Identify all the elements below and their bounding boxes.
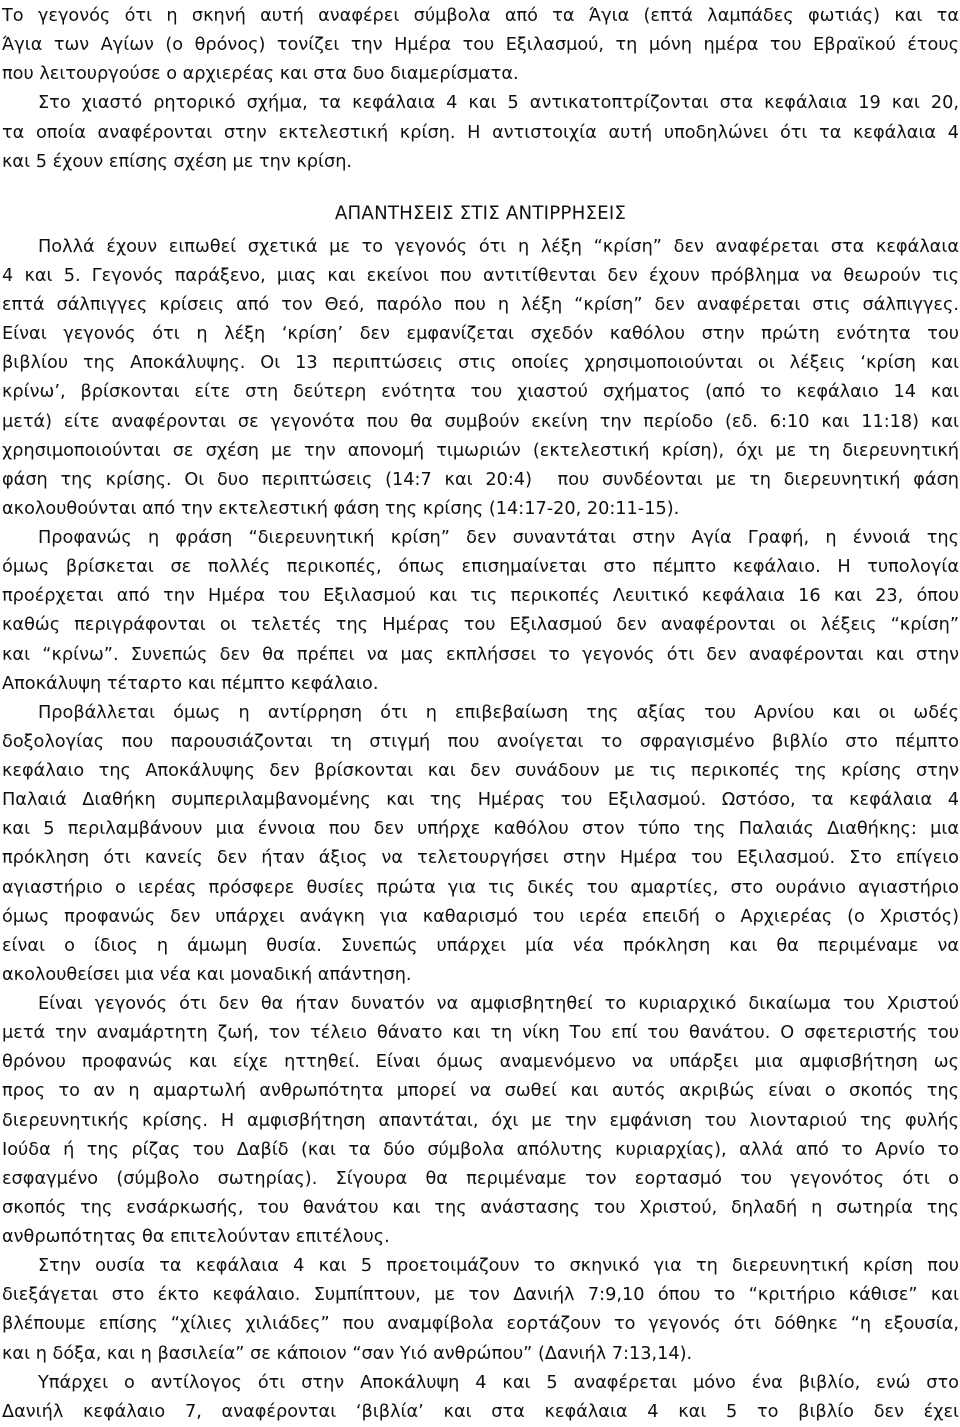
text-line: καθώς περιγράφονται οι τελετές της Ημέρας του Εξιλασμού δεν αναφέρονται οι λέξεις “κρίση” — [2, 615, 959, 636]
text-line: τα οποία αναφέρονται στην εκτελεστική κρίση. Η αντιστοιχία αυτή υποδηλώνει ότι τα κεφάλαια 4 — [2, 122, 959, 143]
text-line: κεφάλαιο της Αποκάλυψης δεν βρίσκονται και δεν συνάδουν με τις περικοπές της κρίσης στην — [2, 761, 959, 781]
text-line: είναι ο ίδιος η άμωμη θυσία. Συνεπώς υπάρχει μία νέα πρόκληση και θα περιμέναμε να — [2, 935, 959, 956]
text-line: ακολουθούνται από την εκτελεστική φάση της κρίσης (14:17-20, 20:11-15). — [2, 498, 680, 519]
text-line: εσφαγμένο (σύμβολο σωτηρίας). Σίγουρα θα περιμέναμε τον εορτασμό του γεγονότος ότι ο — [2, 1168, 959, 1189]
text-line: βλέπουμε επίσης “χίλιες χιλιάδες” που αναμφίβολα εορτάζουν το γεγονός ότι δόθηκε “η εξουσία, — [2, 1314, 959, 1335]
text-line: χρησιμοποιούνται σε σχέση με την απονομή τιμωριών (εκτελεστική κρίση), όχι με τη διερευνητική — [2, 440, 959, 461]
text-line: Δανιήλ κεφάλαιο 7, αναφέρονται ‘βιβλία’ και στα κεφάλαια 4 και 5 το βιβλίο δεν έχει — [2, 1401, 959, 1422]
text-line: δοξολογίας που παρουσιάζονται τη στιγμή που ανοίγεται το σφραγισμένο βιβλίο στο πέμπτο — [2, 731, 959, 752]
text-line: φάση της κρίσης. Οι δυο περιπτώσεις (14:7 και 20:4) που συνδέονται με τη διερευνητική φάση — [2, 469, 959, 490]
body-paragraphs — [2, 233, 959, 1427]
text-line: και 5 έχουν επίσης σχέση με την κρίση. — [2, 151, 353, 172]
text-line: κρίνω’, βρίσκονται είτε στη δεύτερη ενότητα του χιαστού σχήματος (από το κεφάλαιο 14 και — [2, 382, 959, 403]
text-line: που λειτουργούσε ο αρχιερέας και στα δυο διαμερίσματα. — [2, 64, 519, 85]
intro-paragraph — [2, 2, 959, 177]
text-line: μετά) είτε αναφέρονται σε γεγονότα που θα συμβούν εκείνη την περίοδο (εδ. 6:10 και 11:18) και — [2, 411, 959, 432]
text-line: και η δόξα, και η βασιλεία” σε κάποιον “σαν Υιό ανθρώπου” (Δανιήλ 7:13,14). — [2, 1343, 693, 1364]
text-line: Προβάλλεται όμως η αντίρρηση ότι η επιβεβαίωση της αξίας του Αρνίου και οι ωδές — [38, 702, 959, 723]
text-line: προς το αν η αμαρτωλή ανθρωπότητα μπορεί να σωθεί και αυτός ακριβώς είναι ο σκοπός της — [2, 1081, 959, 1102]
text-line: βιβλίου της Αποκάλυψης. Οι 13 περιπτώσεις στις οποίες χρησιμοποιούνται οι λέξεις ‘κρίση και — [2, 353, 959, 374]
text-line: και “κρίνω”. Συνεπώς δεν θα πρέπει να μας εκπλήσσει το γεγονός ότι δεν αναφέρονται και στην — [2, 644, 959, 665]
text-line: Στην ουσία τα κεφάλαια 4 και 5 προετοιμάζουν το σκηνικό για τη διερευνητική κρίση που — [38, 1256, 959, 1277]
text-line: Είναι γεγονός ότι δεν θα ήταν δυνατόν να αμφισβητηθεί το κυριαρχικό δικαίωμα του Χριστού — [38, 994, 959, 1014]
text-line: μετά την αναμάρτητη ζωή, τον τέλειο θάνατο και τη νίκη Του επί του θανάτου. Ο σφετεριστής του — [2, 1023, 959, 1044]
text-line: αγιαστήριο ο ιερέας πρόσφερε θυσίες πρώτα για τις δικές του αμαρτίες, στο ουράνιο αγιαστήριο — [2, 877, 959, 898]
text-line: όμως προφανώς δεν υπάρχει ανάγκη για καθαρισμό του ιερέα επειδή ο Αρχιερέας (ο Χριστός) — [2, 906, 959, 927]
text-line: Υπάρχει ο αντίλογος ότι στην Αποκάλυψη 4 και 5 αναφέρεται μόνο ένα βιβλίο, ενώ στο — [38, 1372, 959, 1393]
text-line: Στο χιαστό ρητορικό σχήμα, τα κεφάλαια 4 και 5 αντικατοπτρίζονται στα κεφάλαια 19 και 20, — [38, 93, 959, 114]
text-line: σκοπός της ενσάρκωσής, του θανάτου και της ανάστασης του Χριστού, δηλαδή η σωτηρία της — [2, 1197, 959, 1218]
text-line: και 5 περιλαμβάνουν μια έννοια που δεν υπήρχε καθόλου στον τύπο της Παλαιάς Διαθήκης: μια — [2, 819, 959, 840]
text-line: πρόκληση ότι κανείς δεν ήταν άξιος να τελετουργήσει στην Ημέρα του Εξιλασμού. Στο επίγειο — [2, 848, 959, 869]
text-line: όμως βρίσκεται σε πολλές περικοπές, όπως επισημαίνεται στο πέμπτο κεφάλαιο. Η τυπολογία — [2, 557, 959, 578]
text-line: Προφανώς η φράση “διερευνητική κρίση” δεν συναντάται στην Αγία Γραφή, η έννοιά της — [38, 528, 959, 548]
text-line: Είναι γεγονός ότι η λέξη ‘κρίση’ δεν εμφανίζεται σχεδόν καθόλου στην πρώτη ενότητα του — [2, 324, 959, 345]
text-line: Ιούδα ή της ρίζας του Δαβίδ (και τα δύο σύμβολα απόλυτης κυριαρχίας), αλλά από το Αρνίο το — [2, 1139, 959, 1160]
text-line: Το γεγονός ότι η σκηνή αυτή αναφέρει σύμβολα από τα Άγια (επτά λαμπάδες φωτιάς) και τα — [2, 6, 959, 26]
text-line: θρόνου προφανώς και είχε ηττηθεί. Είναι όμως αναμενόμενο να υπάρξει μια αμφισβήτηση ως — [2, 1052, 959, 1073]
text-line: Άγια των Αγίων (ο θρόνος) τονίζει την Ημέρα του Εξιλασμού, τη μόνη ημέρα του Εβραϊκού έτους — [2, 35, 959, 56]
text-line: Παλαιά Διαθήκη συμπεριλαμβανομένης και της Ημέρας του Εξιλασμού. Ωστόσο, τα κεφάλαια 4 — [2, 790, 959, 811]
text-line: διερευνητικής κρίσης. Η αμφισβήτηση απαντάται, όχι με την εμφάνιση του λιονταριού της φυλής — [2, 1110, 959, 1131]
text-line: Πολλά έχουν ειπωθεί σχετικά με το γεγονός ότι η λέξη “κρίση” δεν αναφέρεται στα κεφάλαια — [38, 236, 959, 257]
text-line: ακολουθείσει μια νέα και μοναδική απάντηση. — [2, 964, 412, 985]
text-line: ανθρωπότητας θα επιτελούνταν επιτέλους. — [2, 1227, 390, 1247]
section-heading: ΑΠΑΝΤΗΣΕΙΣ ΣΤΙΣ ΑΝΤΙΡΡΗΣΕΙΣ — [334, 202, 627, 224]
text-line: Αποκάλυψη τέταρτο και πέμπτο κεφάλαιο. — [2, 673, 379, 694]
text-line: διεξάγεται στο έκτο κεφάλαιο. Συμπίπτουν, με τον Δανιήλ 7:9,10 όπου το “κριτήριο κάθισε” και — [2, 1285, 959, 1306]
text-line: προέρχεται από την Ημέρα του Εξιλασμού και τις περικοπές Λευιτικό κεφάλαια 16 και 23, όπου — [2, 586, 959, 607]
text-line: επτά σάλπιγγες κρίσεις από τον Θεό, παρόλο που η λέξη “κρίση” δεν αναφέρεται στις σάλπιγγες. — [2, 295, 959, 315]
text-line: 4 και 5. Γεγονός παράξενο, μιας και εκείνοι που αντιτίθενται δεν έχουν πρόβλημα να θεωρούν τις — [2, 265, 959, 286]
